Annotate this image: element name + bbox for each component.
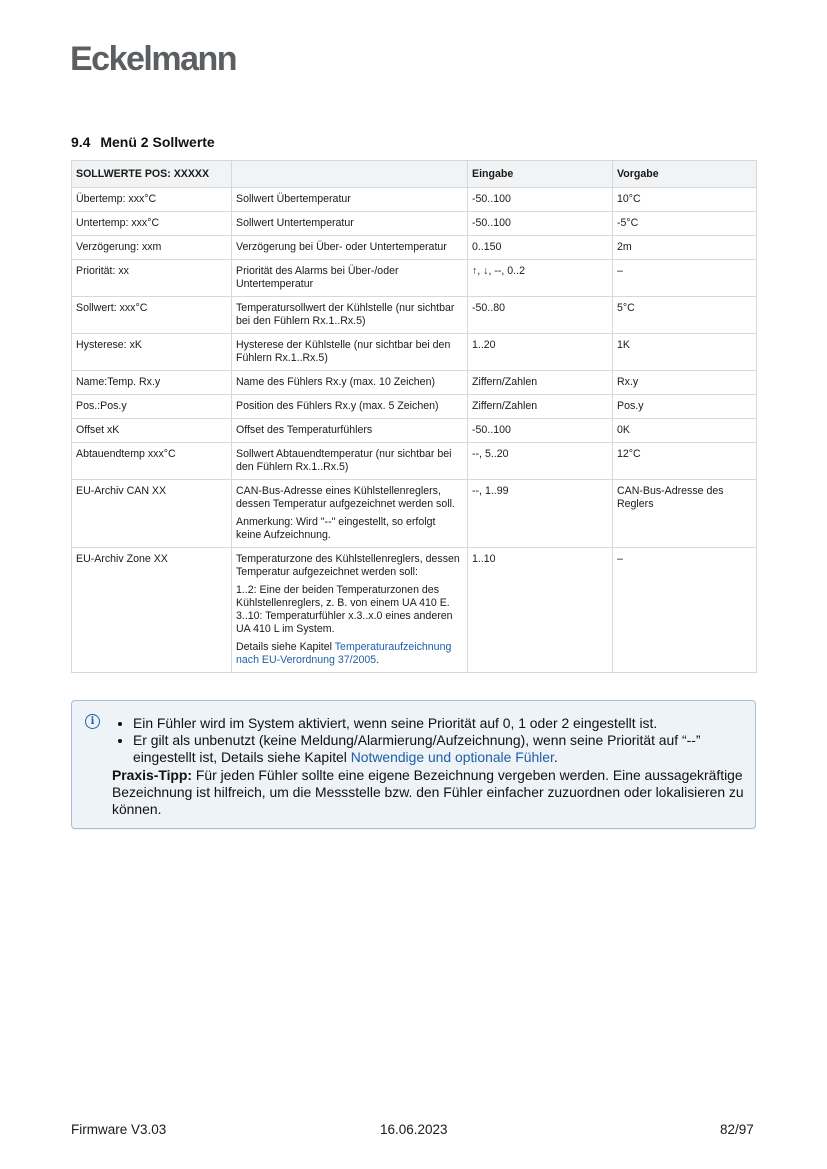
section-number: 9.4	[71, 134, 91, 150]
cell-description	[232, 334, 468, 371]
note-bullet-activated: • Ein Fühler wird im System aktiviert, wenn seine Priorität auf 0, 1 oder 2 eingestellt ist.	[133, 715, 763, 732]
table-row	[72, 371, 757, 395]
settings-table	[71, 160, 757, 673]
link-required-sensors[interactable]: Notwendige und optionale Fühler	[350, 749, 554, 765]
description-paragraph: Hysterese der Kühlstelle (nur sichtbar bei den Fühlern Rx.1..Rx.5)	[236, 339, 451, 364]
cell-input: 1..10	[468, 548, 613, 673]
details-suffix: .	[376, 654, 380, 666]
cell-default: 10°C	[613, 188, 757, 212]
description-paragraph: CAN-Bus-Adresse eines Kühlstellenreglers, dessen Temperatur aufgezeichnet werden soll.	[236, 485, 455, 510]
cell-input: Ziffern/Zahlen	[468, 395, 613, 419]
details-prefix: Details siehe Kapitel	[236, 641, 335, 653]
cell-param: EU-Archiv Zone XX	[72, 548, 232, 673]
note-bullet-unused-end: .	[553, 749, 558, 765]
link-eu-recording[interactable]: Temperaturaufzeichnung nach EU-Verordnung 37/2005	[236, 641, 452, 666]
brand-logo: Eckelmann	[70, 40, 237, 78]
practice-tip	[112, 767, 752, 818]
table-row	[72, 236, 757, 260]
cell-description	[232, 297, 468, 334]
note-list	[118, 715, 763, 766]
description-paragraph: Sollwert Untertemperatur	[236, 217, 354, 229]
cell-input: -50..100	[468, 212, 613, 236]
cell-description	[232, 480, 468, 548]
cell-description	[232, 188, 468, 212]
cell-param: Abtauendtemp xxx°C	[72, 443, 232, 480]
cell-param: Priorität: xx	[72, 260, 232, 297]
practice-tip-text: Für jeden Fühler sollte eine eigene Bezeichnung vergeben werden. Eine aussagekräftige Bezeichnung ist hilfreich, um die Messstelle bzw. den Fühler einfacher zuzuordnen oder lokalisieren zu können.	[112, 767, 744, 817]
table-row	[72, 297, 757, 334]
footer-page-number: 82/97	[720, 1122, 754, 1137]
cell-default: Rx.y	[613, 371, 757, 395]
cell-default: 12°C	[613, 443, 757, 480]
cell-param: Sollwert: xxx°C	[72, 297, 232, 334]
cell-param: Verzögerung: xxm	[72, 236, 232, 260]
table-row	[72, 188, 757, 212]
cell-default: CAN-Bus-Adresse des Reglers	[613, 480, 757, 548]
note-bullet-unused	[133, 732, 763, 766]
note-bullet-unused-text: Er gilt als unbenutzt (keine Meldung/Alarmierung/Aufzeichnung), wenn seine Priorität auf “--” eingestellt ist, Details siehe Kapitel	[133, 732, 701, 765]
description-paragraph: Temperaturzone des Kühlstellenreglers, dessen Temperatur aufgezeichnet werden soll:	[236, 553, 460, 578]
section-heading: Menü 2 Sollwerte	[100, 134, 215, 150]
table-row	[72, 334, 757, 371]
practice-tip-label: Praxis-Tipp:	[112, 767, 193, 783]
header-input: Eingabe	[468, 161, 613, 188]
table-row	[72, 419, 757, 443]
header-param: SOLLWERTE POS: XXXXX	[72, 161, 232, 188]
cell-default: 2m	[613, 236, 757, 260]
cell-description	[232, 236, 468, 260]
cell-description	[232, 395, 468, 419]
footer-date: 16.06.2023	[380, 1122, 448, 1137]
cell-param: Name:Temp. Rx.y	[72, 371, 232, 395]
cell-input: --, 1..99	[468, 480, 613, 548]
info-note	[71, 700, 756, 829]
cell-param: Offset xK	[72, 419, 232, 443]
description-paragraph: Offset des Temperaturfühlers	[236, 424, 373, 436]
header-default: Vorgabe	[613, 161, 757, 188]
table-row	[72, 212, 757, 236]
cell-param: Hysterese: xK	[72, 334, 232, 371]
cell-input: -50..100	[468, 419, 613, 443]
cell-input: -50..100	[468, 188, 613, 212]
cell-input: --, 5..20	[468, 443, 613, 480]
info-icon: i	[85, 714, 100, 729]
cell-default: Pos.y	[613, 395, 757, 419]
description-paragraph: Priorität des Alarms bei Über-/oder Untertemperatur	[236, 265, 399, 290]
cell-description	[232, 548, 468, 673]
table-row	[72, 260, 757, 297]
cell-input: -50..80	[468, 297, 613, 334]
table-header-row	[72, 161, 757, 188]
description-paragraph: 1..2: Eine der beiden Temperaturzonen des Kühlstellenreglers, z. B. von einem UA 410 E. 3..10: Temperaturfühler x.3..x.0 eines anderen UA 410 L im System.	[236, 584, 453, 635]
description-paragraph: Sollwert Übertemperatur	[236, 193, 351, 205]
table-row	[72, 395, 757, 419]
cell-description	[232, 371, 468, 395]
cell-default: 0K	[613, 419, 757, 443]
description-details	[236, 641, 463, 667]
cell-input: Ziffern/Zahlen	[468, 371, 613, 395]
description-paragraph: Name des Fühlers Rx.y (max. 10 Zeichen)	[236, 376, 435, 388]
cell-param: EU-Archiv CAN XX	[72, 480, 232, 548]
cell-input: 1..20	[468, 334, 613, 371]
cell-param: Untertemp: xxx°C	[72, 212, 232, 236]
footer-firmware: Firmware V3.03	[71, 1122, 167, 1137]
section-title	[71, 134, 215, 150]
description-paragraph: Sollwert Abtauendtemperatur (nur sichtbar bei den Fühlern Rx.1..Rx.5)	[236, 448, 452, 473]
table-row	[72, 548, 757, 673]
cell-default: –	[613, 260, 757, 297]
cell-input: 0..150	[468, 236, 613, 260]
cell-input: ↑, ↓, --, 0..2	[468, 260, 613, 297]
table-row	[72, 443, 757, 480]
description-paragraph: Position des Fühlers Rx.y (max. 5 Zeichen)	[236, 400, 439, 412]
cell-description	[232, 419, 468, 443]
cell-param: Übertemp: xxx°C	[72, 188, 232, 212]
cell-description	[232, 443, 468, 480]
description-paragraph: Anmerkung: Wird "--" eingestellt, so erfolgt keine Aufzeichnung.	[236, 516, 436, 541]
cell-default: 5°C	[613, 297, 757, 334]
description-paragraph: Verzögerung bei Über- oder Untertemperatur	[236, 241, 447, 253]
cell-default: 1K	[613, 334, 757, 371]
cell-default: –	[613, 548, 757, 673]
cell-description	[232, 212, 468, 236]
table-row	[72, 480, 757, 548]
description-paragraph: Temperatursollwert der Kühlstelle (nur sichtbar bei den Fühlern Rx.1..Rx.5)	[236, 302, 455, 327]
cell-default: -5°C	[613, 212, 757, 236]
cell-param: Pos.:Pos.y	[72, 395, 232, 419]
cell-description	[232, 260, 468, 297]
header-description	[232, 161, 468, 188]
